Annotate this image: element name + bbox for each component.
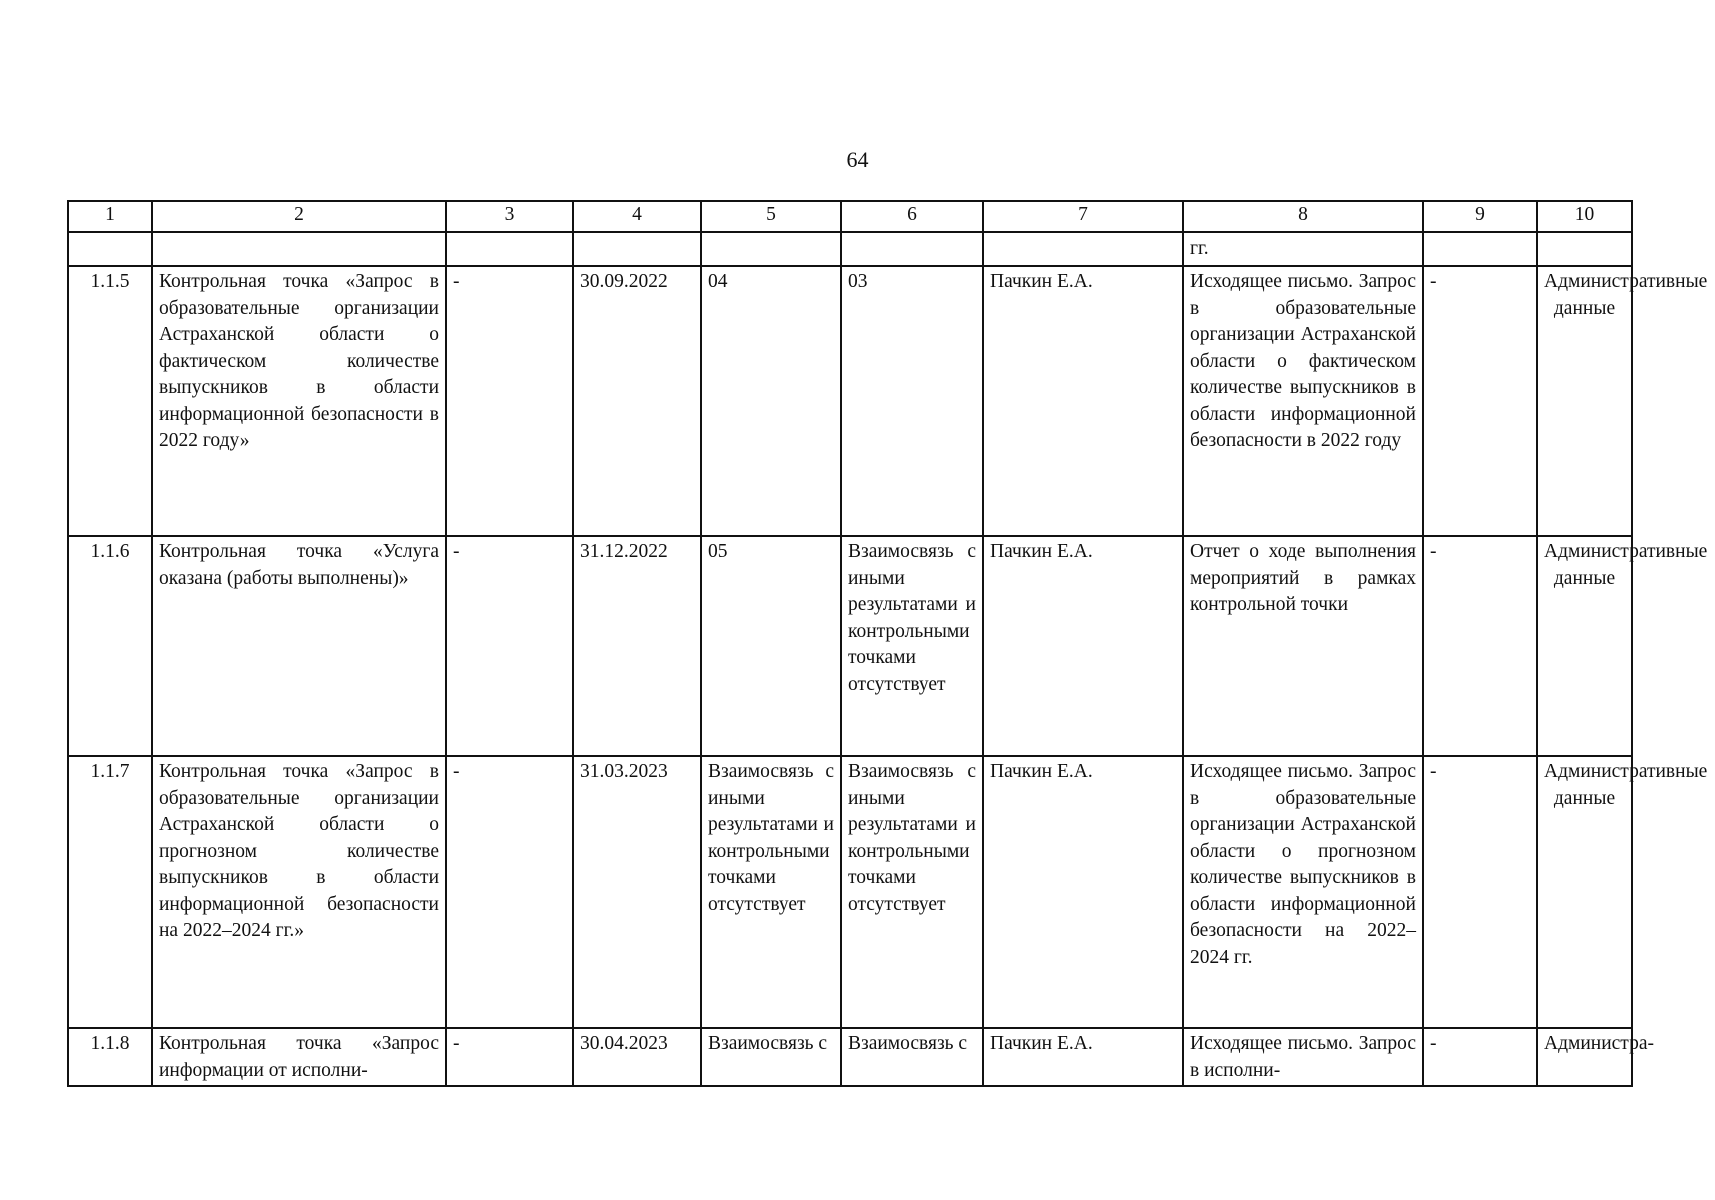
cell (573, 232, 701, 266)
source-cell: Административные данные (1537, 266, 1632, 536)
column-number-row (68, 201, 1632, 232)
responsible-cell: Пачкин Е.А. (983, 536, 1183, 756)
table-row (68, 266, 1632, 536)
column-number: 2 (152, 201, 446, 232)
event-name-cell: Контрольная точка «Запрос в образовательные организации Астраханской области о фактическом количестве выпускников в области информационной безопасности в 2022 году» (152, 266, 446, 536)
page-number: 64 (846, 147, 869, 172)
cell (983, 232, 1183, 266)
document-cell: Исходящее письмо. Запрос в исполни- (1183, 1028, 1423, 1086)
table-row (68, 756, 1632, 1028)
cell (841, 232, 983, 266)
cell: - (446, 1028, 573, 1086)
column-number: 10 (1537, 201, 1632, 232)
cell: - (446, 536, 573, 756)
cell: Взаимосвязь с иными результатами и контрольными точками отсутствует (841, 756, 983, 1028)
table-row (68, 1028, 1632, 1086)
responsible-cell: Пачкин Е.А. (983, 756, 1183, 1028)
source-cell: Административные данные (1537, 536, 1632, 756)
column-number: 4 (573, 201, 701, 232)
row-number-cell: 1.1.5 (68, 266, 152, 536)
cell (68, 232, 152, 266)
date-cell: 30.09.2022 (573, 266, 701, 536)
source-cell: Административные данные (1537, 756, 1632, 1028)
cell: Взаимосвязь с (701, 1028, 841, 1086)
cell (152, 232, 446, 266)
column-number: 1 (68, 201, 152, 232)
cell: 04 (701, 266, 841, 536)
column-number: 6 (841, 201, 983, 232)
event-name-cell: Контрольная точка «Запрос информации от исполни- (152, 1028, 446, 1086)
cell: 05 (701, 536, 841, 756)
cell: Взаимосвязь с (841, 1028, 983, 1086)
cell: гг. (1183, 232, 1423, 266)
cell: - (1423, 266, 1537, 536)
column-number: 7 (983, 201, 1183, 232)
document-cell: Исходящее письмо. Запрос в образовательные организации Астраханской области о фактическом количестве выпускников в области информационной безопасности в 2022 году (1183, 266, 1423, 536)
cell (446, 232, 573, 266)
cell: - (1423, 536, 1537, 756)
responsible-cell: Пачкин Е.А. (983, 1028, 1183, 1086)
cell (1537, 232, 1632, 266)
column-number: 3 (446, 201, 573, 232)
cell: Взаимосвязь с иными результатами и контрольными точками отсутствует (701, 756, 841, 1028)
plan-table (67, 200, 1708, 1087)
cell (701, 232, 841, 266)
event-name-cell: Контрольная точка «Услуга оказана (работы выполнены)» (152, 536, 446, 756)
date-cell: 30.04.2023 (573, 1028, 701, 1086)
date-cell: 31.03.2023 (573, 756, 701, 1028)
document-cell: Исходящее письмо. Запрос в образовательные организации Астраханской области о прогнозном количестве выпускников в области информационной безопасности на 2022–2024 гг. (1183, 756, 1423, 1028)
date-cell: 31.12.2022 (573, 536, 701, 756)
column-number: 5 (701, 201, 841, 232)
column-number: 8 (1183, 201, 1423, 232)
cell: - (1423, 1028, 1537, 1086)
cell (1423, 232, 1537, 266)
continuation-row (68, 232, 1632, 266)
row-number-cell: 1.1.8 (68, 1028, 152, 1086)
cell: Взаимосвязь с иными результатами и контрольными точками отсутствует (841, 536, 983, 756)
table-row (68, 536, 1632, 756)
row-number-cell: 1.1.7 (68, 756, 152, 1028)
row-number-cell: 1.1.6 (68, 536, 152, 756)
document-cell: Отчет о ходе выполнения мероприятий в рамках контрольной точки (1183, 536, 1423, 756)
cell: - (1423, 756, 1537, 1028)
cell: - (446, 266, 573, 536)
source-cell: Администра- (1537, 1028, 1632, 1086)
column-number: 9 (1423, 201, 1537, 232)
event-name-cell: Контрольная точка «Запрос в образовательные организации Астраханской области о прогнозном количестве выпускников в области информационной безопасности на 2022–2024 гг.» (152, 756, 446, 1028)
cell: - (446, 756, 573, 1028)
cell: 03 (841, 266, 983, 536)
responsible-cell: Пачкин Е.А. (983, 266, 1183, 536)
